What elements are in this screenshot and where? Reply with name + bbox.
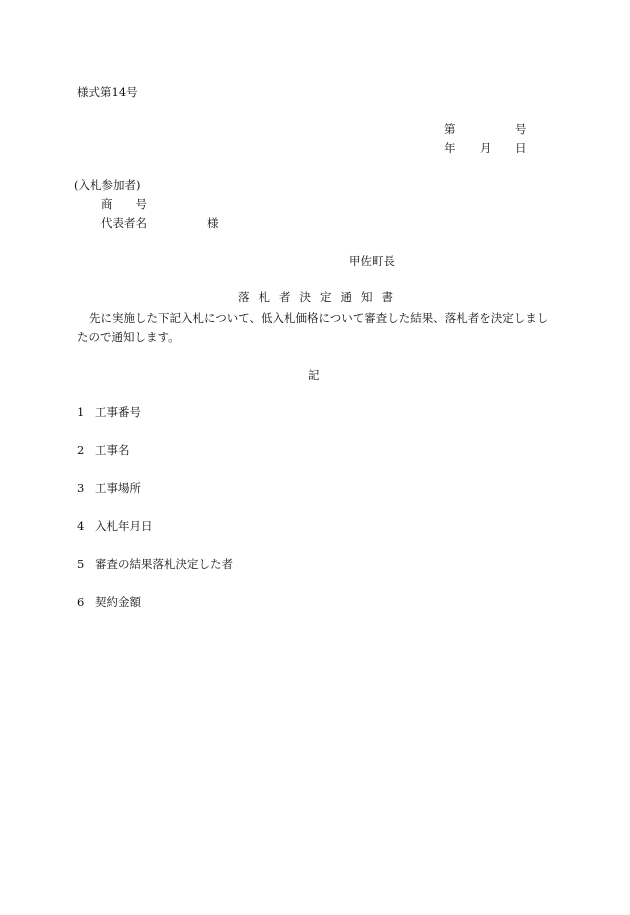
document-number-suffix: 号 [515, 122, 527, 136]
list-item-label: 工事場所 [95, 481, 141, 495]
list-item-label: 審査の結果落札決定した者 [95, 557, 233, 571]
list-item [77, 404, 141, 420]
list-item-number: 4 [77, 519, 85, 533]
sender-name: 甲佐町長 [349, 254, 395, 268]
list-item [77, 442, 130, 458]
date-month-label: 月 [480, 141, 492, 155]
title-char: 定 [320, 290, 332, 304]
representative-label: 代表者名 [101, 216, 147, 230]
ki-heading: 記 [308, 368, 320, 382]
title-char: 書 [381, 290, 393, 304]
date-day-label: 日 [515, 141, 527, 155]
list-item-number: 6 [77, 595, 85, 609]
list-item-label: 工事名 [95, 443, 130, 457]
list-item-label: 契約金額 [95, 595, 141, 609]
trade-name-char-1: 商 [101, 197, 113, 211]
date-year-label: 年 [444, 141, 456, 155]
list-item-label: 入札年月日 [95, 519, 153, 533]
list-item-label: 工事番号 [95, 405, 141, 419]
title-char: 者 [279, 290, 291, 304]
title-char: 落 [238, 290, 250, 304]
trade-name-label [101, 196, 147, 212]
list-item [77, 480, 141, 496]
list-item-number: 3 [77, 481, 85, 495]
form-number: 様式第14号 [77, 85, 138, 99]
recipient-heading: (入札参加者) [74, 178, 141, 192]
list-item [77, 556, 233, 572]
title-char: 知 [361, 290, 373, 304]
title-char: 決 [299, 290, 311, 304]
list-item-number: 2 [77, 443, 85, 457]
list-item-number: 5 [77, 557, 85, 571]
list-item-number: 1 [77, 405, 85, 419]
list-item [77, 594, 141, 610]
body-paragraph: 先に実施した下記入札について、低入札価格について審査した結果、落札者を決定しましたので通知します。 [77, 311, 549, 344]
title-char: 札 [258, 290, 270, 304]
document-title [238, 289, 402, 305]
representative-honorific: 様 [207, 216, 219, 230]
trade-name-char-2: 号 [135, 197, 147, 211]
list-item [77, 518, 153, 534]
document-number-prefix: 第 [444, 122, 456, 136]
title-char: 通 [340, 290, 352, 304]
